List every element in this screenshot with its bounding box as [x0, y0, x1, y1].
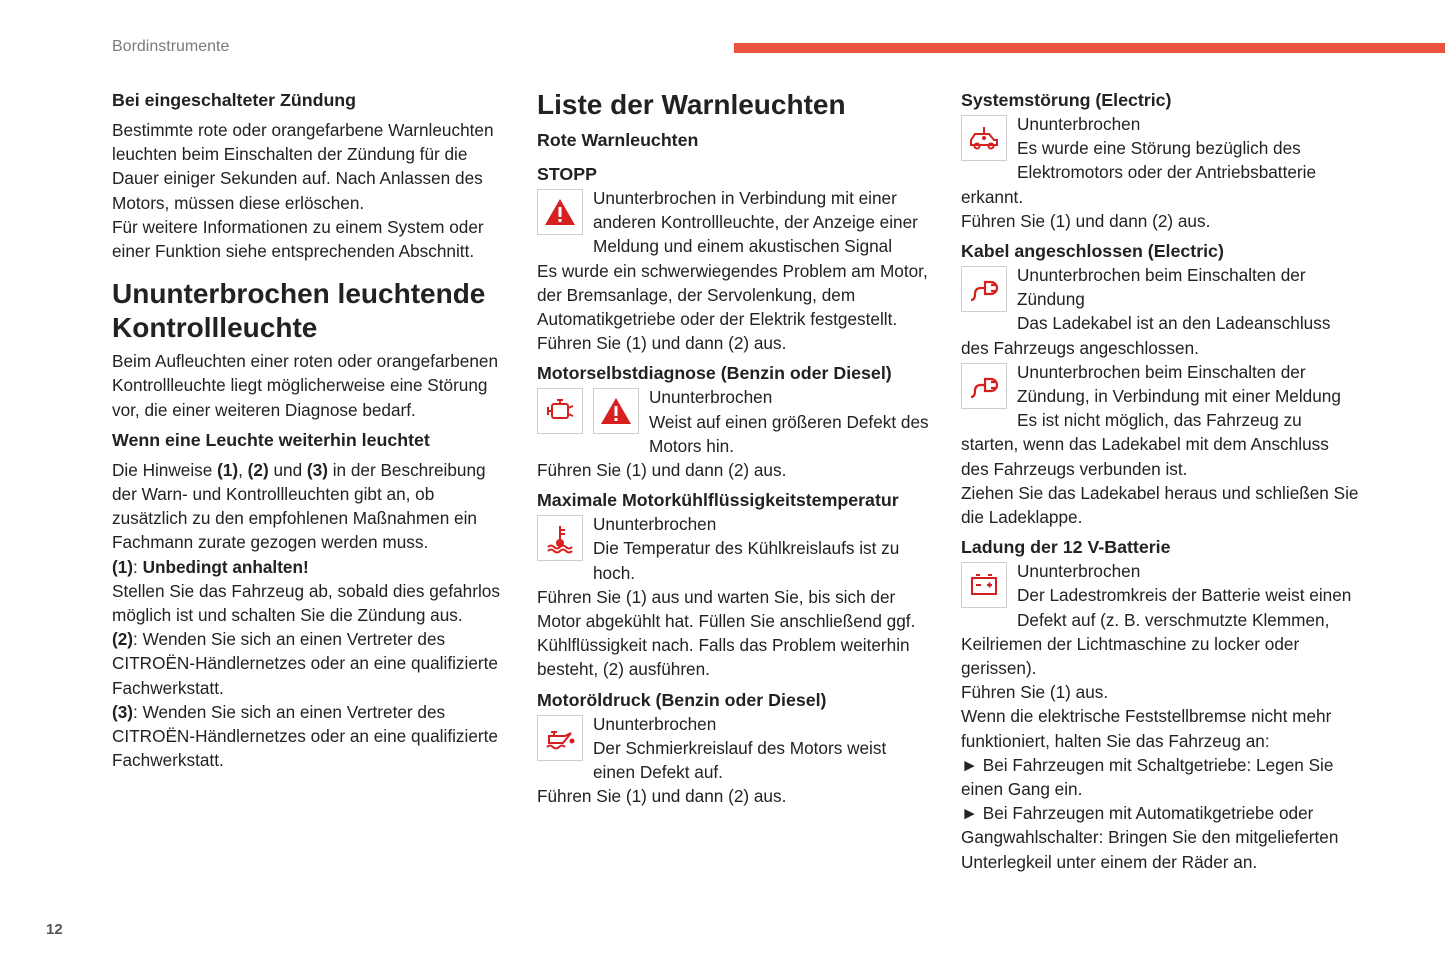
cable-action-2: Ziehen Sie das Ladekabel heraus und schließen Sie die Ladeklappe.	[961, 482, 1359, 528]
coolant-action: Führen Sie (1) aus und warten Sie, bis sich der Motor abgekühlt hat. Füllen Sie anschließend ggf. Kühlflüssigkeit nach. Falls das Problem weiterhin besteht, (2) ausführen.	[537, 586, 916, 680]
stop-condition: Ununterbrochen in Verbindung mit einer anderen Kontrollleuchte, der Anzeige einer Meldung und einem akustischen Signal	[593, 188, 918, 257]
battery-icon	[961, 562, 1007, 608]
cable-condition-1: Ununterbrochen beim Einschalten der Zündung	[1017, 265, 1306, 310]
brake-note: Wenn die elektrische Feststellbremse nicht mehr funktioniert, halten Sie das Fahrzeug an:	[961, 706, 1332, 751]
engine-description: Weist auf einen größeren Defekt des Motors hin.	[649, 411, 929, 456]
column-left	[112, 88, 512, 772]
ref-2: (2)	[247, 459, 269, 480]
warning-triangle-icon	[593, 388, 639, 434]
stop-title: STOPP	[537, 164, 597, 184]
rule-2: (2): Wenden Sie sich an einen Vertreter des CITROËN-Händlernetzes oder an eine qualifizierte Fachwerkstatt.	[112, 629, 498, 698]
system-action: Führen Sie (1) und dann (2) aus.	[961, 210, 1211, 231]
coolant-description: Die Temperatur des Kühlkreislaufs ist zu hoch.	[593, 538, 900, 583]
oil-action: Führen Sie (1) und dann (2) aus.	[537, 786, 787, 807]
system-title: Systemstörung (Electric)	[961, 90, 1172, 110]
bullet-automatic: ► Bei Fahrzeugen mit Automatikgetriebe oder Gangwahlschalter: Bringen Sie den mitgelieferten Unterlegkeil unter einem der Räder an.	[961, 803, 1339, 872]
battery-condition: Ununterbrochen	[1017, 561, 1141, 582]
heading-red-lights: Rote Warnleuchten	[537, 130, 699, 150]
heading-remains: Wenn eine Leuchte weiterhin leuchtet	[112, 429, 430, 450]
oil-description: Der Schmierkreislauf des Motors weist einen Defekt auf.	[593, 737, 887, 783]
battery-description: Der Ladestromkreis der Batterie weist einen Defekt auf (z. B. verschmutzte Klemmen, Keilriemen der Lichtmaschine zu locker oder gerissen).	[961, 585, 1352, 679]
section-title: Bordinstrumente	[112, 38, 230, 55]
heading-continuous: Ununterbrochen leuchtende Kontrollleuchte	[112, 278, 486, 344]
ref-1: (1)	[217, 459, 239, 480]
cable-description-2: Es ist nicht möglich, das Fahrzeug zu starten, wenn das Ladekabel mit dem Anschluss des Fahrzeugs verbunden ist.	[961, 410, 1329, 479]
ref-3: (3)	[306, 459, 328, 480]
engine-condition: Ununterbrochen	[649, 387, 773, 408]
coolant-condition: Ununterbrochen	[593, 514, 717, 535]
charging-plug-icon	[961, 363, 1007, 409]
page-number: 12	[46, 921, 63, 938]
cable-condition-2: Ununterbrochen beim Einschalten der Zündung, in Verbindung mit einer Meldung	[1017, 361, 1341, 407]
engine-title: Motorselbstdiagnose (Benzin oder Diesel)	[537, 363, 892, 384]
coolant-title: Maximale Motorkühlflüssigkeitstemperatur	[537, 490, 899, 511]
heading-ignition: Bei eingeschalteter Zündung	[112, 90, 357, 110]
stop-description: Es wurde ein schwerwiegendes Problem am Motor, der Bremsanlage, der Servolenkung, dem Automatikgetriebe oder der Elektrik festgestellt.	[537, 260, 928, 330]
system-description: Es wurde eine Störung bezüglich des Elektromotors oder der Antriebsbatterie erkannt.	[961, 138, 1317, 207]
system-condition: Ununterbrochen	[1017, 114, 1141, 134]
column-right	[961, 88, 1361, 874]
column-middle	[537, 88, 932, 808]
battery-action: Führen Sie (1) aus.	[961, 682, 1109, 703]
text-ignition: Bestimmte rote oder orangefarbene Warnleuchten leuchten beim Einschalten der Zündung für die Dauer einiger Sekunden auf. Nach Anlassen des Motors, müssen diese erlöschen.	[112, 120, 494, 213]
oil-title: Motoröldruck (Benzin oder Diesel)	[537, 689, 827, 710]
text-info: Für weitere Informationen zu einem System oder einer Funktion siehe entsprechenden Abschnitt.	[112, 216, 484, 262]
rule-1-text: Stellen Sie das Fahrzeug ab, sobald dies gefahrlos möglich ist und schalten Sie die Zündung aus.	[112, 580, 500, 626]
car-fault-icon	[961, 115, 1007, 161]
charging-plug-icon	[961, 266, 1007, 312]
warning-triangle-icon	[537, 189, 583, 235]
heading-list: Liste der Warnleuchten	[537, 89, 846, 120]
oil-condition: Ununterbrochen	[593, 713, 717, 734]
text-hints: Die Hinweise (1), (2) und (3) in der Beschreibung der Warn- und Kontrollleuchten gibt an, ob zusätzlich zu den empfohlenen Maßnahmen ein Fachmann zurate gezogen werden muss.	[112, 459, 486, 553]
rule-3: (3): Wenden Sie sich an einen Vertreter des CITROËN-Händlernetzes oder an eine qualifizierte Fachwerkstatt.	[112, 701, 498, 771]
oil-can-icon	[537, 715, 583, 761]
battery-title: Ladung der 12 V-Batterie	[961, 537, 1171, 558]
stop-action: Führen Sie (1) und dann (2) aus.	[537, 333, 787, 354]
rule-1-title: (1): Unbedingt anhalten!	[112, 556, 309, 577]
bullet-manual: ► Bei Fahrzeugen mit Schaltgetriebe: Legen Sie einen Gang ein.	[961, 754, 1334, 800]
cable-title: Kabel angeschlossen (Electric)	[961, 241, 1224, 262]
coolant-temperature-icon	[537, 515, 583, 561]
text-continuous: Beim Aufleuchten einer roten oder orangefarbenen Kontrollleuchte liegt möglicherweise eine Störung vor, die einer weiteren Diagnose bedarf.	[112, 351, 499, 420]
header-accent-bar	[734, 43, 1445, 53]
engine-icon	[537, 388, 583, 434]
cable-description-1: Das Ladekabel ist an den Ladeanschluss des Fahrzeugs angeschlossen.	[961, 313, 1331, 358]
engine-action: Führen Sie (1) und dann (2) aus.	[537, 460, 787, 481]
